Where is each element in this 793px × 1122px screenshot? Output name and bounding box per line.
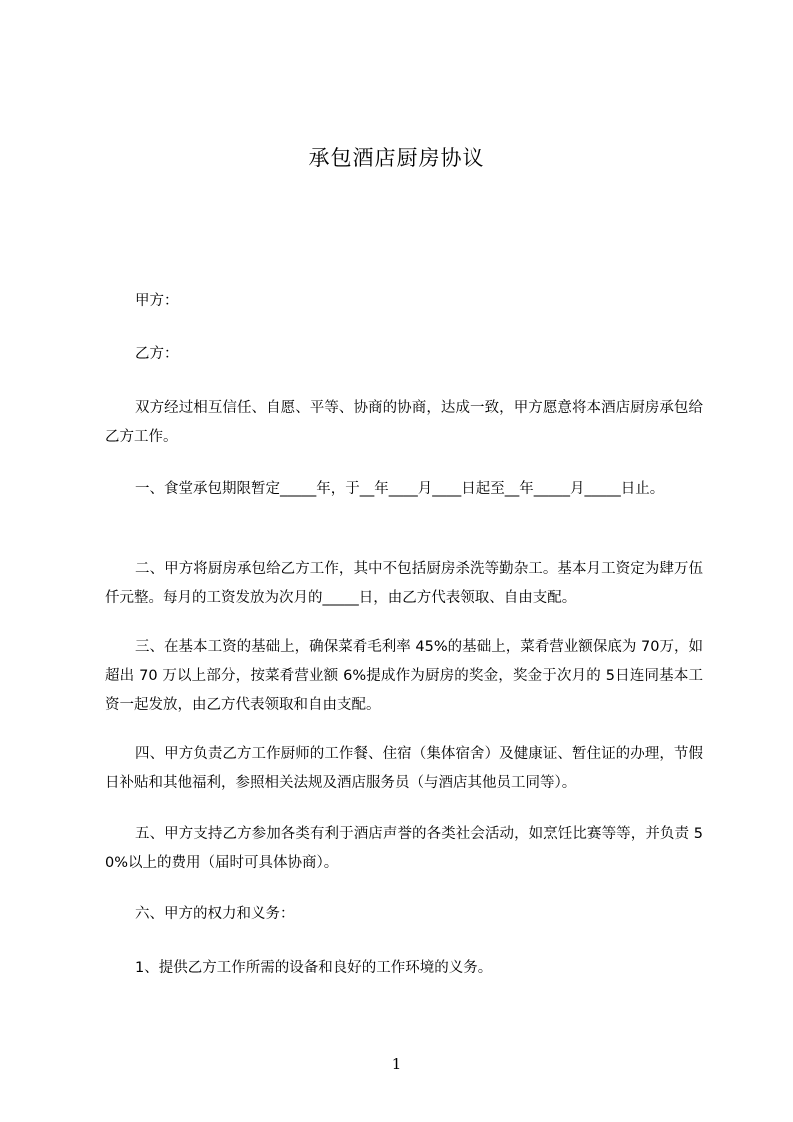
clause-1-term: 一、食堂承包期限暂定_____年，于__年____月____日起至__年_____月_____日止。 — [135, 481, 665, 497]
party-a-line: 甲方： — [135, 293, 179, 309]
clause-5-activities: 五、甲方支持乙方参加各类有利于酒店声誉的各类社会活动，如烹饪比赛等等，并负责 50%以上的费用（届时可具体协商）。 — [105, 826, 703, 871]
clause-6-heading: 六、甲方的权力和义务： — [135, 906, 295, 922]
clause-2-salary: 二、甲方将厨房承包给乙方工作，其中不包括厨房杀洗等勤杂工。基本月工资定为肆万伍仟元整。每月的工资发放为次月的_____日，由乙方代表领取、自由支配。 — [105, 561, 703, 606]
page-number: 1 — [391, 1055, 402, 1073]
clause-3-bonus: 三、在基本工资的基础上，确保菜肴毛利率 45%的基础上，菜肴营业额保底为 70万，如超出 70 万以上部分，按菜肴营业额 6%提成作为厨房的奖金，奖金于次月的 5日连同基本工资一起发放，由乙方代表领取和自由支配。 — [105, 639, 703, 713]
clause-6-item-1: 1、提供乙方工作所需的设备和良好的工作环境的义务。 — [135, 960, 493, 976]
clause-4-welfare: 四、甲方负责乙方工作厨师的工作餐、住宿（集体宿舍）及健康证、暂住证的办理，节假日补贴和其他福利，参照相关法规及酒店服务员（与酒店其他员工同等）。 — [105, 746, 703, 791]
party-b-line: 乙方： — [135, 346, 179, 362]
intro-paragraph: 双方经过相互信任、自愿、平等、协商的协商，达成一致，甲方愿意将本酒店厨房承包给乙方工作。 — [105, 400, 703, 445]
document-title: 承包酒店厨房协议 — [308, 146, 485, 170]
